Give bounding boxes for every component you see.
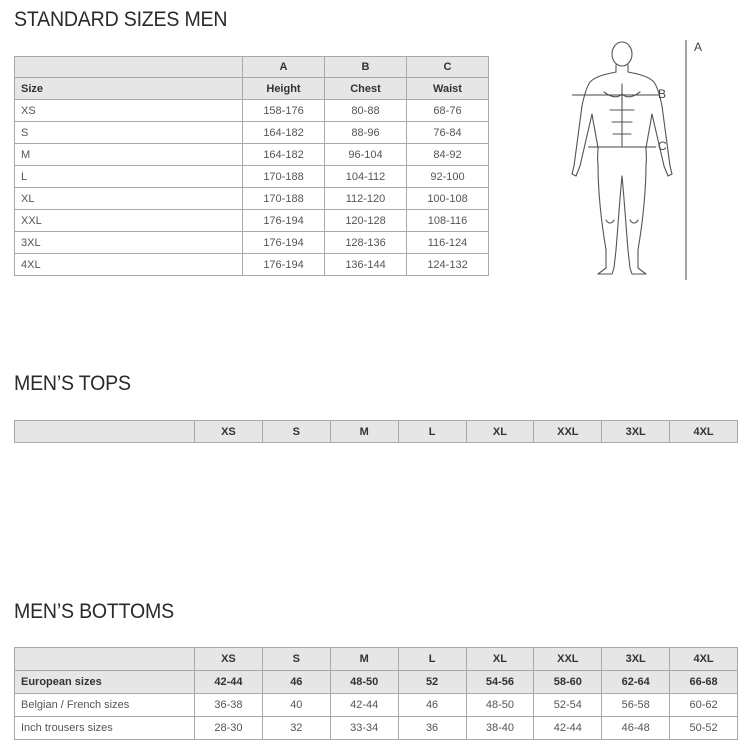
size-cell: XXL [15, 210, 243, 232]
size-value-cell: 58-60 [534, 671, 602, 694]
size-cell: XL [15, 188, 243, 210]
waist-cell: 100-108 [407, 188, 489, 210]
bottoms-corner-cell [15, 648, 195, 671]
tops-size-cell: L [398, 421, 466, 443]
size-value-cell: 42-44 [195, 671, 263, 694]
standard-sizes-title: STANDARD SIZES MEN [14, 8, 228, 31]
height-cell: 176-194 [243, 254, 325, 276]
table-letters-row [15, 57, 489, 78]
size-value-cell: 52-54 [534, 694, 602, 717]
mens-tops-title: MEN’S TOPS [14, 372, 131, 395]
size-cell: 3XL [15, 232, 243, 254]
chest-cell: 88-96 [325, 122, 407, 144]
waist-header: Waist [407, 78, 489, 100]
size-header: Size [15, 78, 243, 100]
size-cell: M [15, 144, 243, 166]
size-value-cell: 66-68 [670, 671, 738, 694]
height-cell: 164-182 [243, 122, 325, 144]
letter-c-header: C [407, 57, 489, 78]
size-value-cell: 36-38 [195, 694, 263, 717]
bottoms-size-header: L [398, 648, 466, 671]
size-value-cell: 54-56 [466, 671, 534, 694]
figure-label-b: B [658, 87, 667, 101]
height-cell: 158-176 [243, 100, 325, 122]
height-cell: 170-188 [243, 166, 325, 188]
waist-cell: 76-84 [407, 122, 489, 144]
row-label: European sizes [15, 671, 195, 694]
chest-header: Chest [325, 78, 407, 100]
bottoms-header-row [15, 648, 738, 671]
size-value-cell: 40 [262, 694, 330, 717]
letter-a-header: A [243, 57, 325, 78]
size-value-cell: 56-58 [602, 694, 670, 717]
height-cell: 164-182 [243, 144, 325, 166]
table-row [15, 254, 489, 276]
size-value-cell: 60-62 [670, 694, 738, 717]
tops-size-cell: XL [466, 421, 534, 443]
chest-cell: 96-104 [325, 144, 407, 166]
chest-cell: 112-120 [325, 188, 407, 210]
mens-bottoms-table [14, 647, 738, 740]
table-row [15, 232, 489, 254]
height-cell: 176-194 [243, 210, 325, 232]
tops-size-cell: S [262, 421, 330, 443]
size-cell: S [15, 122, 243, 144]
bottoms-size-header: XS [195, 648, 263, 671]
size-value-cell: 38-40 [466, 717, 534, 740]
size-value-cell: 42-44 [330, 694, 398, 717]
figure-label-c: C [658, 139, 667, 153]
size-value-cell: 32 [262, 717, 330, 740]
size-value-cell: 48-50 [466, 694, 534, 717]
chest-cell: 136-144 [325, 254, 407, 276]
row-label: Inch trousers sizes [15, 717, 195, 740]
chest-cell: 80-88 [325, 100, 407, 122]
size-value-cell: 62-64 [602, 671, 670, 694]
table-row [15, 671, 738, 694]
size-value-cell: 28-30 [195, 717, 263, 740]
size-value-cell: 50-52 [670, 717, 738, 740]
waist-cell: 116-124 [407, 232, 489, 254]
table-corner-cell [15, 57, 243, 78]
tops-size-cell: M [330, 421, 398, 443]
size-value-cell: 48-50 [330, 671, 398, 694]
bottoms-size-header: XXL [534, 648, 602, 671]
bottoms-size-header: M [330, 648, 398, 671]
chest-cell: 104-112 [325, 166, 407, 188]
size-value-cell: 36 [398, 717, 466, 740]
letter-b-header: B [325, 57, 407, 78]
tops-size-row [15, 421, 738, 443]
standard-sizes-table [14, 56, 489, 276]
tops-size-cell: XS [195, 421, 263, 443]
table-row [15, 144, 489, 166]
table-row [15, 122, 489, 144]
height-cell: 170-188 [243, 188, 325, 210]
chest-cell: 128-136 [325, 232, 407, 254]
table-header-row [15, 78, 489, 100]
waist-cell: 92-100 [407, 166, 489, 188]
size-value-cell: 46 [398, 694, 466, 717]
row-label: Belgian / French sizes [15, 694, 195, 717]
bottoms-size-header: 4XL [670, 648, 738, 671]
tops-size-cell: 3XL [602, 421, 670, 443]
size-value-cell: 33-34 [330, 717, 398, 740]
waist-cell: 68-76 [407, 100, 489, 122]
bottoms-size-header: 3XL [602, 648, 670, 671]
table-row [15, 694, 738, 717]
figure-label-a: A [694, 40, 703, 54]
tops-size-cell: XXL [534, 421, 602, 443]
bottoms-size-header: S [262, 648, 330, 671]
human-body-diagram [560, 36, 720, 296]
tops-size-cell: 4XL [670, 421, 738, 443]
waist-cell: 124-132 [407, 254, 489, 276]
size-value-cell: 42-44 [534, 717, 602, 740]
table-row [15, 210, 489, 232]
tops-corner-cell [15, 421, 195, 443]
size-value-cell: 46 [262, 671, 330, 694]
chest-cell: 120-128 [325, 210, 407, 232]
mens-bottoms-title: MEN’S BOTTOMS [14, 600, 174, 623]
waist-cell: 84-92 [407, 144, 489, 166]
bottoms-size-header: XL [466, 648, 534, 671]
table-row [15, 166, 489, 188]
height-header: Height [243, 78, 325, 100]
size-value-cell: 46-48 [602, 717, 670, 740]
table-row [15, 188, 489, 210]
size-cell: 4XL [15, 254, 243, 276]
size-cell: L [15, 166, 243, 188]
table-row [15, 717, 738, 740]
height-cell: 176-194 [243, 232, 325, 254]
size-value-cell: 52 [398, 671, 466, 694]
size-cell: XS [15, 100, 243, 122]
waist-cell: 108-116 [407, 210, 489, 232]
table-row [15, 100, 489, 122]
body-measurement-figure [560, 36, 720, 296]
mens-tops-table [14, 420, 738, 443]
